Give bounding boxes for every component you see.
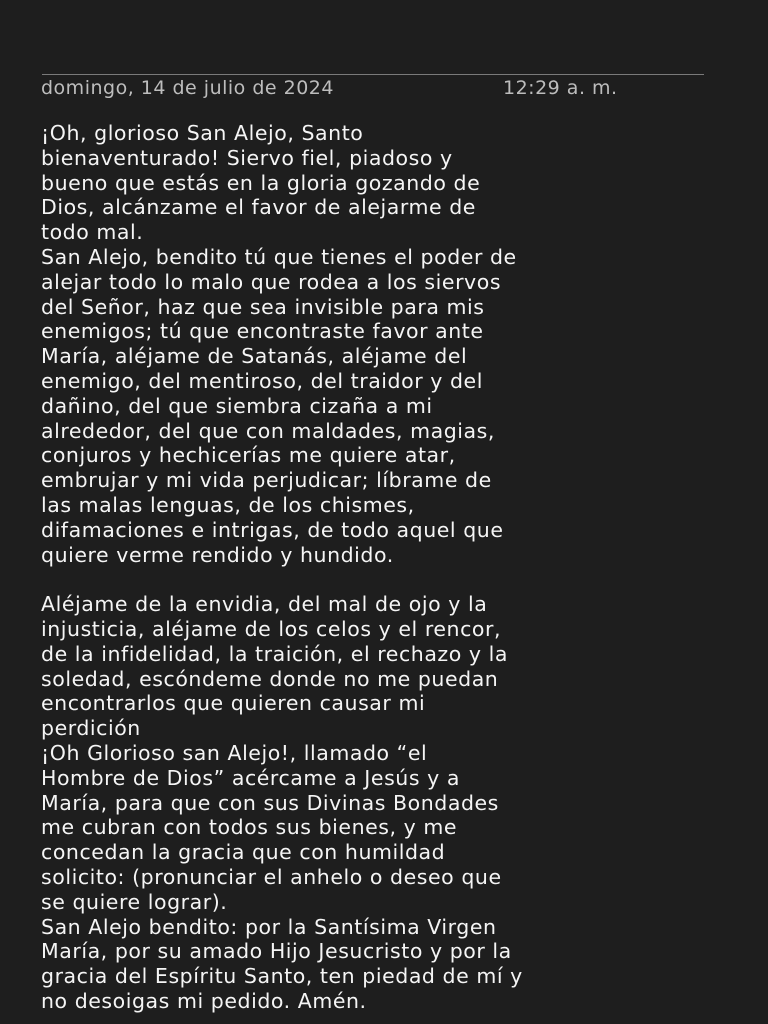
prayer-line: bienaventurado! Siervo fiel, piadoso y — [41, 145, 453, 170]
prayer-line: Aléjame de la envidia, del mal de ojo y la — [41, 592, 488, 617]
note-date: domingo, 14 de julio de 2024 — [41, 77, 334, 99]
prayer-line: gracia del Espíritu Santo, ten piedad de mí y — [41, 964, 523, 989]
prayer-line: María, aléjame de Satanás, aléjame del — [41, 344, 468, 369]
prayer-line: no desoigas mi pedido. Amén. — [41, 988, 367, 1013]
prayer-line: se quiere lograr). — [41, 889, 228, 914]
prayer-line: María, para que con sus Divinas Bondades — [41, 790, 499, 815]
prayer-line: concedan la gracia que con humildad — [41, 840, 446, 865]
prayer-line: enemigos; tú que encontraste favor ante — [41, 319, 484, 344]
prayer-line: ¡Oh, glorioso San Alejo, Santo — [41, 121, 364, 145]
note-time: 12:29 a. m. — [503, 77, 618, 99]
prayer-line: alejar todo lo malo que rodea a los siervos — [41, 269, 502, 294]
prayer-line: Dios, alcánzame el favor de alejarme de — [41, 195, 476, 220]
prayer-line: me cubran con todos sus bienes, y me — [41, 815, 458, 840]
prayer-line: María, por su amado Hijo Jesucristo y por la — [41, 939, 512, 964]
prayer-text — [41, 121, 701, 1014]
prayer-line: conjuros y hechicerías me quiere atar, — [41, 443, 456, 468]
prayer-line: San Alejo, bendito tú que tienes el poder de — [41, 244, 517, 269]
prayer-line: dañino, del que siembra cizaña a mi — [41, 393, 433, 418]
prayer-line: encontrarlos que quieren causar mi — [41, 691, 426, 716]
prayer-line: San Alejo bendito: por la Santísima Virgen — [41, 914, 497, 939]
prayer-line: alrededor, del que con maldades, magias, — [41, 418, 495, 443]
prayer-line: bueno que estás en la gloria gozando de — [41, 170, 481, 195]
prayer-line: de la infidelidad, la traición, el rechazo y la — [41, 641, 508, 666]
prayer-line: quiere verme rendido y hundido. — [41, 542, 394, 567]
prayer-line: difamaciones e intrigas, de todo aquel que — [41, 517, 504, 542]
prayer-line: perdición — [41, 716, 141, 741]
prayer-line: embrujar y mi vida perjudicar; líbrame de — [41, 468, 492, 493]
prayer-line: todo mal. — [41, 220, 144, 245]
paragraph-gap — [41, 567, 701, 592]
prayer-line: ¡Oh Glorioso san Alejo!, llamado “el — [41, 740, 428, 765]
prayer-line: soledad, escóndeme donde no me puedan — [41, 666, 499, 691]
prayer-line: enemigo, del mentiroso, del traidor y del — [41, 368, 483, 393]
prayer-line: Hombre de Dios” acércame a Jesús y a — [41, 765, 460, 790]
prayer-line: las malas lenguas, de los chismes, — [41, 492, 415, 517]
header-divider — [42, 74, 704, 75]
prayer-line: solicito: (pronunciar el anhelo o deseo que — [41, 864, 502, 889]
prayer-line: injusticia, aléjame de los celos y el rencor, — [41, 616, 502, 641]
prayer-line: del Señor, haz que sea invisible para mis — [41, 294, 485, 319]
